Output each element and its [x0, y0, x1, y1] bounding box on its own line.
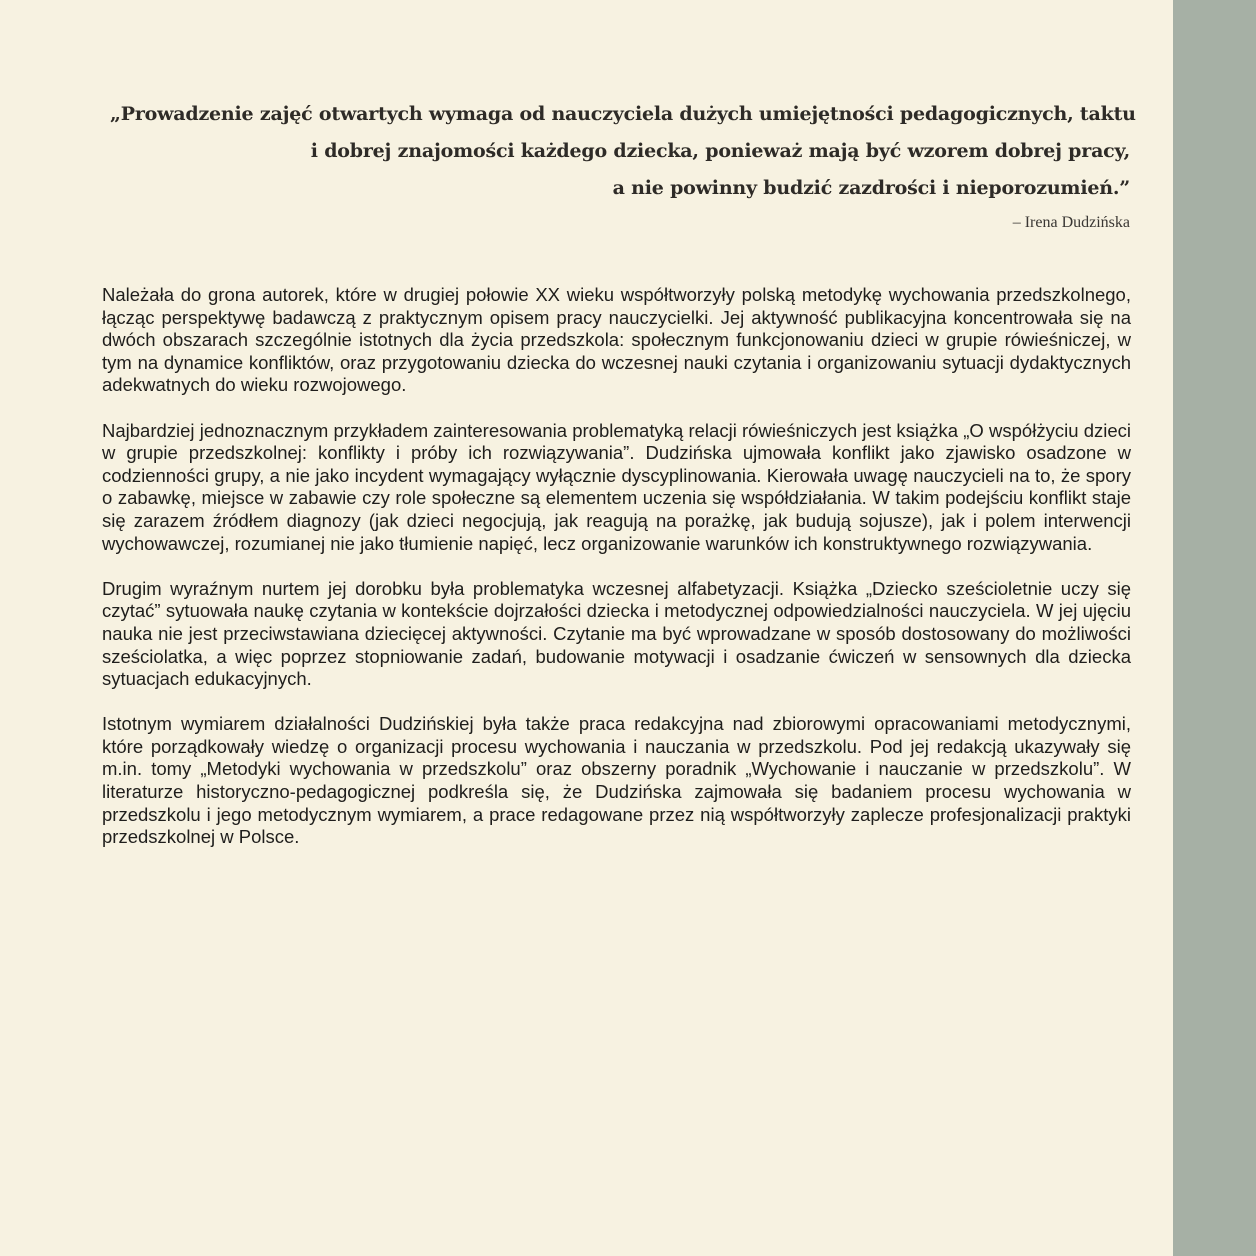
quote-line-1: „Prowadzenie zajęć otwartych wymaga od nauczyciela dużych umiejętności pedagogicznych, taktu: [110, 103, 1136, 125]
quote-line-2: i dobrej znajomości każdego dziecka, ponieważ mają być wzorem dobrej pracy,: [310, 140, 1130, 162]
paragraph-4: Istotnym wymiarem działalności Dudzińskiej była także praca redakcyjna nad zbiorowymi opracowaniami metodycznymi, które porządkowały wiedzę o organizacji procesu wychowania i nauczania w przedszkolu. Pod jej redakcją ukazywały się m.in. tomy „Metodyki wychowania w przedszkolu” oraz obszerny poradnik „Wychowanie i nauczanie w przedszkolu”. W literaturze historyczno-pedagogicznej podkreśla się, że Dudzińska zajmowała się badaniem procesu wychowania w przedszkolu i jego metodycznym wymiarem, a prace redagowane przez nią współtworzyły zaplecze profesjonalizacji praktyki przedszkolnej w Polsce.: [102, 713, 1131, 848]
quote-author: – Irena Dudzińska: [1012, 214, 1130, 231]
decorative-side-band: [1173, 0, 1256, 1256]
epigraph-quote: [110, 96, 1136, 235]
quote-line-3: a nie powinny budzić zazdrości i nieporozumień.”: [612, 177, 1130, 199]
paragraph-1: Należała do grona autorek, które w drugiej połowie XX wieku współtworzyły polską metodykę wychowania przedszkolnego, łącząc perspektywę badawczą z praktycznym opisem pracy nauczycielki. Jej aktywność publikacyjna koncentrowała się na dwóch obszarach szczególnie istotnych dla życia przedszkola: społecznym funkcjonowaniu dzieci w grupie rówieśniczej, w tym na dynamice konfliktów, oraz przygotowaniu dziecka do wczesnej nauki czytania i organizowaniu sytuacji dydaktycznych adekwatnych do wieku rozwojowego.: [102, 284, 1131, 396]
paragraph-2: Najbardziej jednoznacznym przykładem zainteresowania problematyką relacji rówieśniczych jest książka „O współżyciu dzieci w grupie przedszkolnej: konflikty i próby ich rozwiązywania”. Dudzińska ujmowała konflikt jako zjawisko osadzone w codzienności grupy, a nie jako incydent wymagający wyłącznie dyscyplinowania. Kierowała uwagę nauczycieli na to, że spory o zabawkę, miejsce w zabawie czy role społeczne są elementem uczenia się współdziałania. W takim podejściu konflikt staje się zarazem źródłem diagnozy (jak dzieci negocjują, jak reagują na porażkę, jak budują sojusze), jak i polem interwencji wychowawczej, rozumianej nie jako tłumienie napięć, lecz organizowanie warunków ich konstruktywnego rozwiązywania.: [102, 419, 1131, 554]
body-text: [102, 284, 1131, 871]
paragraph-3: Drugim wyraźnym nurtem jej dorobku była problematyka wczesnej alfabetyzacji. Książka „Dziecko sześcioletnie uczy się czytać” sytuowała naukę czytania w kontekście dojrzałości dziecka i metodycznej odpowiedzialności nauczyciela. W jej ujęciu nauka nie jest przeciwstawiana dziecięcej aktywności. Czytanie ma być wprowadzane w sposób dostosowany do możliwości sześciolatka, a więc poprzez stopniowanie zadań, budowanie motywacji i osadzanie ćwiczeń w sensownych dla dziecka sytuacjach edukacyjnych.: [102, 577, 1131, 690]
